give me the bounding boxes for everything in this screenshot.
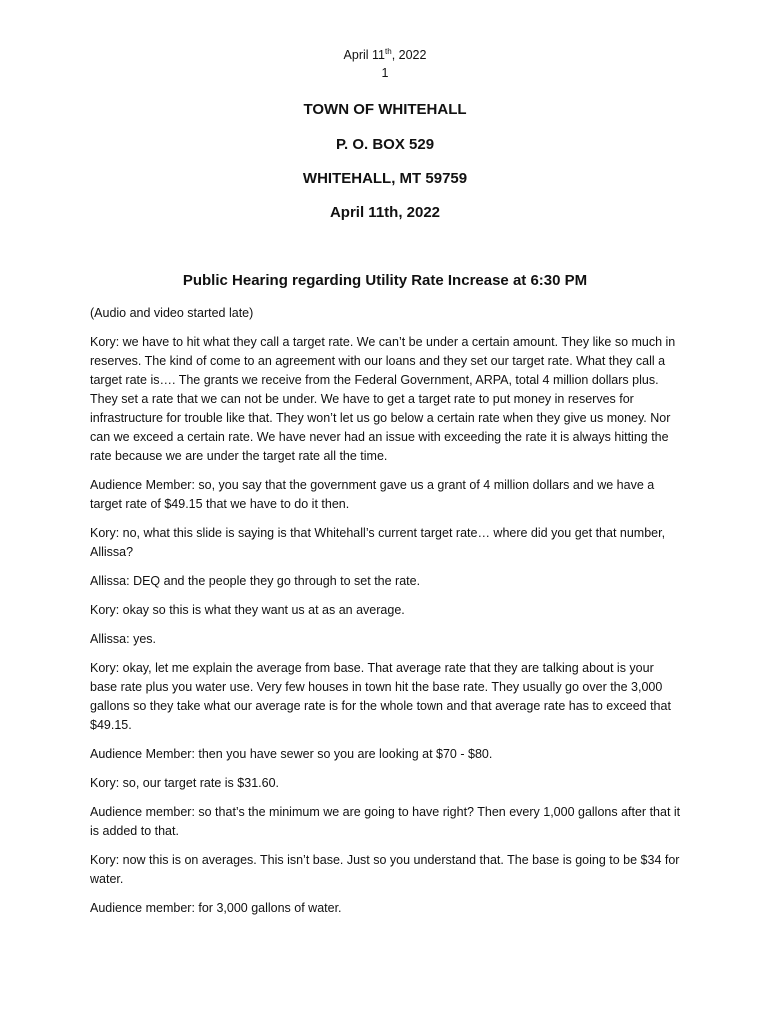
letterhead-city-state-zip: WHITEHALL, MT 59759 [302,170,468,187]
header-date [0,47,770,63]
minutes-paragraph: Audience Member: so, you say that the government gave us a grant of 4 million dollars and we have a target rate of $49.15 that we have to do it then. [90,478,655,511]
minutes-paragraph: Kory: we have to hit what they call a target rate. We can’t be under a certain amount. They like so much in reserves. The kind of come to an agreement with our loans and they set our target rate. What they call a target rate is…. The grants we receive from the Federal Government, ARPA, total 4 million dollars plus. They set a rate that we can not be under. We have to get a target rate to put money in reserves for infrastructure for trouble like that. They won’t let us go below a certain rate when they give us money. Nor can we exceed a certain rate. We have never had an issue with exceeding the rate it is always hitting the rate because we are under the target rate all the time. [90,335,676,463]
minutes-paragraph: Kory: no, what this slide is saying is that Whitehall’s current target rate… where did you get that number, Allissa? [90,526,666,559]
letterhead-date: April 11th, 2022 [329,204,441,221]
minutes-paragraph: Audience Member: then you have sewer so you are looking at $70 - $80. [90,747,493,761]
letterhead-town-name: TOWN OF WHITEHALL [303,101,467,118]
minutes-paragraph: Allissa: yes. [90,632,156,646]
minutes-paragraph: Audience member: so that’s the minimum we are going to have right? Then every 1,000 gallons after that it is added to that. [90,805,681,838]
header-date-superscript: th [385,46,392,56]
minutes-paragraph: Kory: okay, let me explain the average from base. That average rate that they are talking about is your base rate plus you water use. Very few houses in town hit the base rate. They usually go over the 3,000 gallons so they take what our average rate is for the whole town and that average rate has to exceed that $49.15. [90,661,671,732]
minutes-paragraph: (Audio and video started late) [90,306,254,320]
minutes-paragraph: Audience member: for 3,000 gallons of water. [90,901,342,915]
header-date-prefix: April 11 [343,48,386,62]
minutes-paragraph: Kory: okay so this is what they want us at as an average. [90,603,405,617]
minutes-paragraph: Allissa: DEQ and the people they go through to set the rate. [90,574,421,588]
letterhead-po-box: P. O. BOX 529 [335,136,435,153]
hearing-title: Public Hearing regarding Utility Rate Increase at 6:30 PM [182,272,588,289]
minutes-paragraph: Kory: so, our target rate is $31.60. [90,776,279,790]
page-number: 1 [381,66,389,80]
minutes-body [90,304,682,928]
minutes-paragraph: Kory: now this is on averages. This isn’t base. Just so you understand that. The base is going to be $34 for water. [90,853,680,886]
header-date-suffix: , 2022 [391,48,427,62]
